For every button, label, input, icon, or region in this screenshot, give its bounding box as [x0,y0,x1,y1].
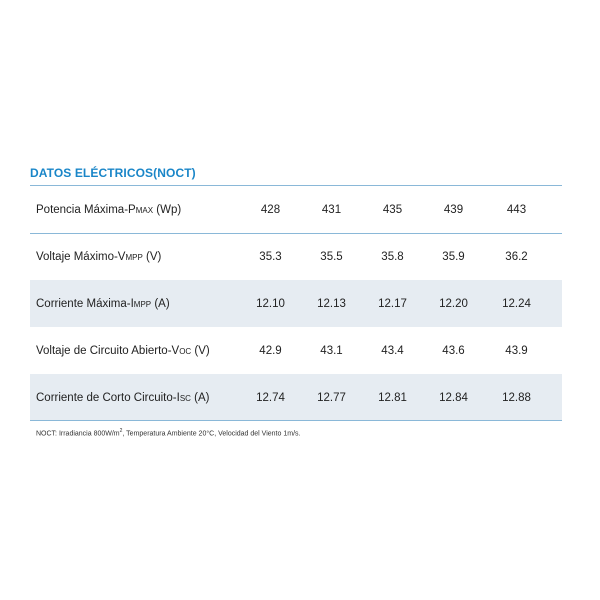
row-label: Voltaje de Circuito Abierto-VOC (V) [36,344,210,357]
table-cell: 12.84 [439,391,468,404]
row-label: Potencia Máxima-PMAX (Wp) [36,203,182,216]
table-cell: 12.17 [378,297,407,310]
table-cell: 431 [321,203,342,216]
table-cell: 12.13 [317,297,346,310]
table-cell: 36.2 [505,250,528,263]
row-label: Corriente de Corto Circuito-ISC (A) [36,391,210,404]
table-cell: 12.81 [378,391,407,404]
table-cell: 35.3 [259,250,282,263]
table-row-power [30,186,562,233]
table-cell: 35.9 [442,250,465,263]
table-cell: 35.8 [381,250,404,263]
row-label: Corriente Máxima-IMPP (A) [36,297,170,310]
table-cell: 35.5 [320,250,343,263]
table-row-voltage [30,233,562,280]
table-cell: 428 [260,203,281,216]
table-cell: 439 [443,203,464,216]
table-cell: 43.1 [320,344,343,357]
table-cell: 12.74 [256,391,285,404]
table-cell: 12.20 [439,297,468,310]
table-cell: 12.24 [502,297,531,310]
table-cell: 12.10 [256,297,285,310]
table-row-short-circuit-current [30,374,562,421]
table-row-open-circuit-voltage [30,327,562,374]
table-cell: 43.6 [442,344,465,357]
table-cell: 12.88 [502,391,531,404]
table-cell: 43.9 [505,344,528,357]
table-cell: 12.77 [317,391,346,404]
table-cell: 42.9 [259,344,282,357]
table-cell: 443 [506,203,527,216]
row-label: Voltaje Máximo-VMPP (V) [36,250,162,263]
table-cell: 43.4 [381,344,404,357]
table-row-current [30,280,562,327]
section-title: DATOS ELÉCTRICOS(NOCT) [30,166,196,180]
footnote: NOCT: Irradiancia $800W/m^2$, Temperatura Ambiente 20°C, Velocidad del Viento 1m/s. [36,428,301,438]
table-bottom-rule [30,420,562,421]
table-cell: 435 [382,203,403,216]
electrical-data-table [30,186,562,421]
